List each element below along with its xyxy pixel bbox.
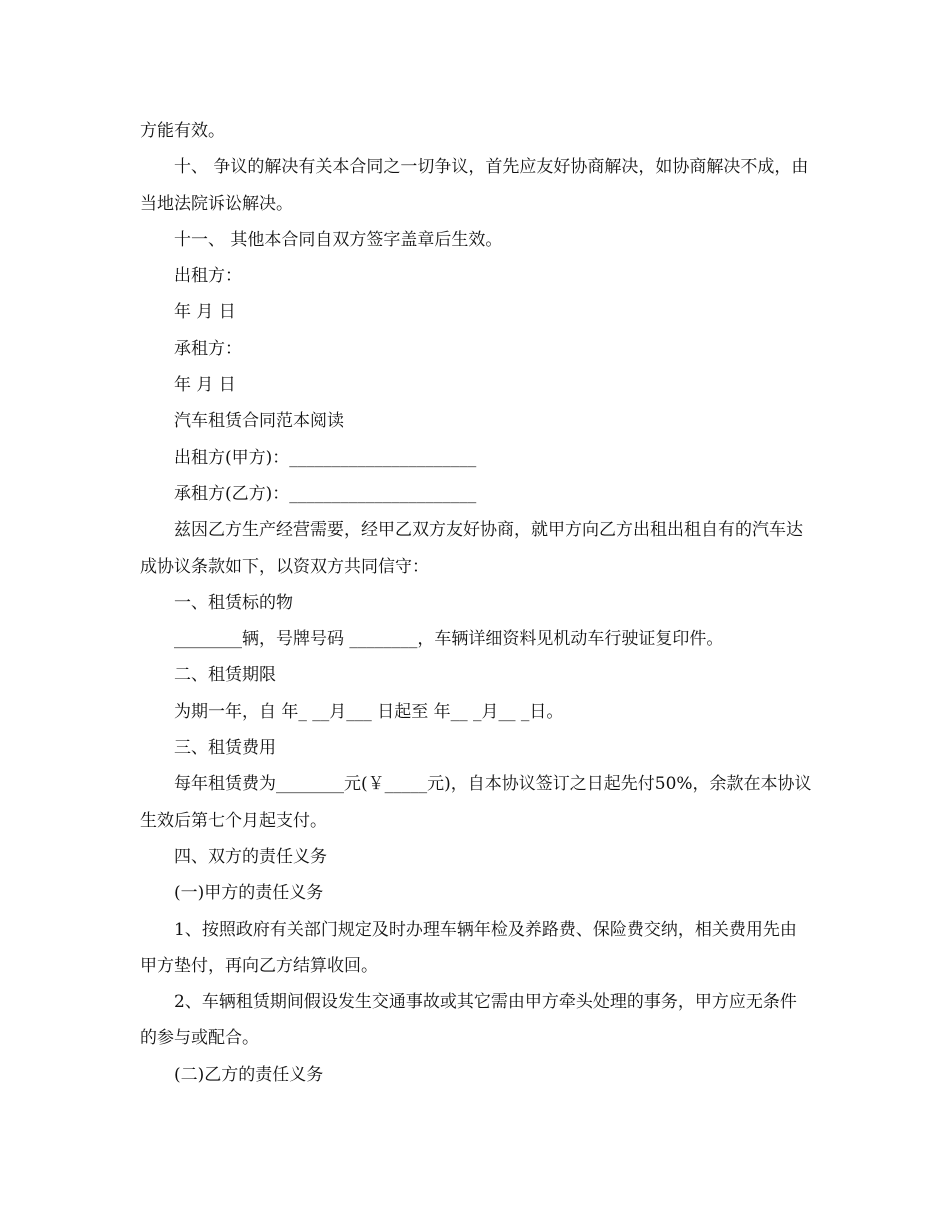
party-b-line: 承租方(乙方)：______________________ — [174, 483, 477, 504]
section-one-body: ________辆，号牌号码 ________，车辆详细资料见机动车行驶证复印件。 — [174, 629, 724, 650]
lessee-signature-label: 承租方： — [174, 338, 242, 359]
clause-eleven-effect: 十一、 其他本合同自双方签字盖章后生效。 — [174, 229, 503, 250]
party-b-duties-heading: (二)乙方的责任义务 — [174, 1064, 324, 1085]
paragraph-continuation: 方能有效。 — [140, 121, 225, 141]
preamble: 兹因乙方生产经营需要，经甲乙双方友好协商，就甲方向乙方出租出租自有的汽车达成协议条款如下，以资双方共同信守： — [140, 520, 803, 577]
party-a-line: 出租方(甲方)：______________________ — [174, 447, 477, 468]
party-a-duty-1: 1、按照政府有关部门规定及时办理车辆年检及养路费、保险费交纳，相关费用先由甲方垫付，再向乙方结算收回。 — [140, 919, 797, 976]
party-a-duties-heading: (一)甲方的责任义务 — [174, 883, 324, 904]
lessor-date-line: 年 月 日 — [174, 302, 236, 323]
section-two-body: 为期一年，自 年_ __月___ 日起至 年__ _月__ _日。 — [174, 701, 564, 722]
section-three-heading: 三、租赁费用 — [174, 738, 276, 759]
document-body — [140, 113, 812, 1093]
lessee-date-line: 年 月 日 — [174, 375, 236, 396]
section-three-body: 每年租赁费为________元(￥_____元)，自本协议签订之日起先付50%，余款在本协议生效后第七个月起支付。 — [140, 774, 812, 831]
clause-ten-dispute: 十、 争议的解决有关本合同之一切争议，首先应友好协商解决，如协商解决不成，由当地法院诉讼解决。 — [140, 157, 809, 214]
lessor-signature-label: 出租方： — [174, 266, 242, 287]
section-four-heading: 四、双方的责任义务 — [174, 846, 327, 867]
contract-title: 汽车租赁合同范本阅读 — [174, 411, 344, 432]
party-a-duty-2: 2、车辆租赁期间假设发生交通事故或其它需由甲方牵头处理的事务，甲方应无条件的参与或配合。 — [140, 992, 797, 1049]
section-one-heading: 一、租赁标的物 — [174, 592, 293, 613]
section-two-heading: 二、租赁期限 — [174, 665, 276, 686]
